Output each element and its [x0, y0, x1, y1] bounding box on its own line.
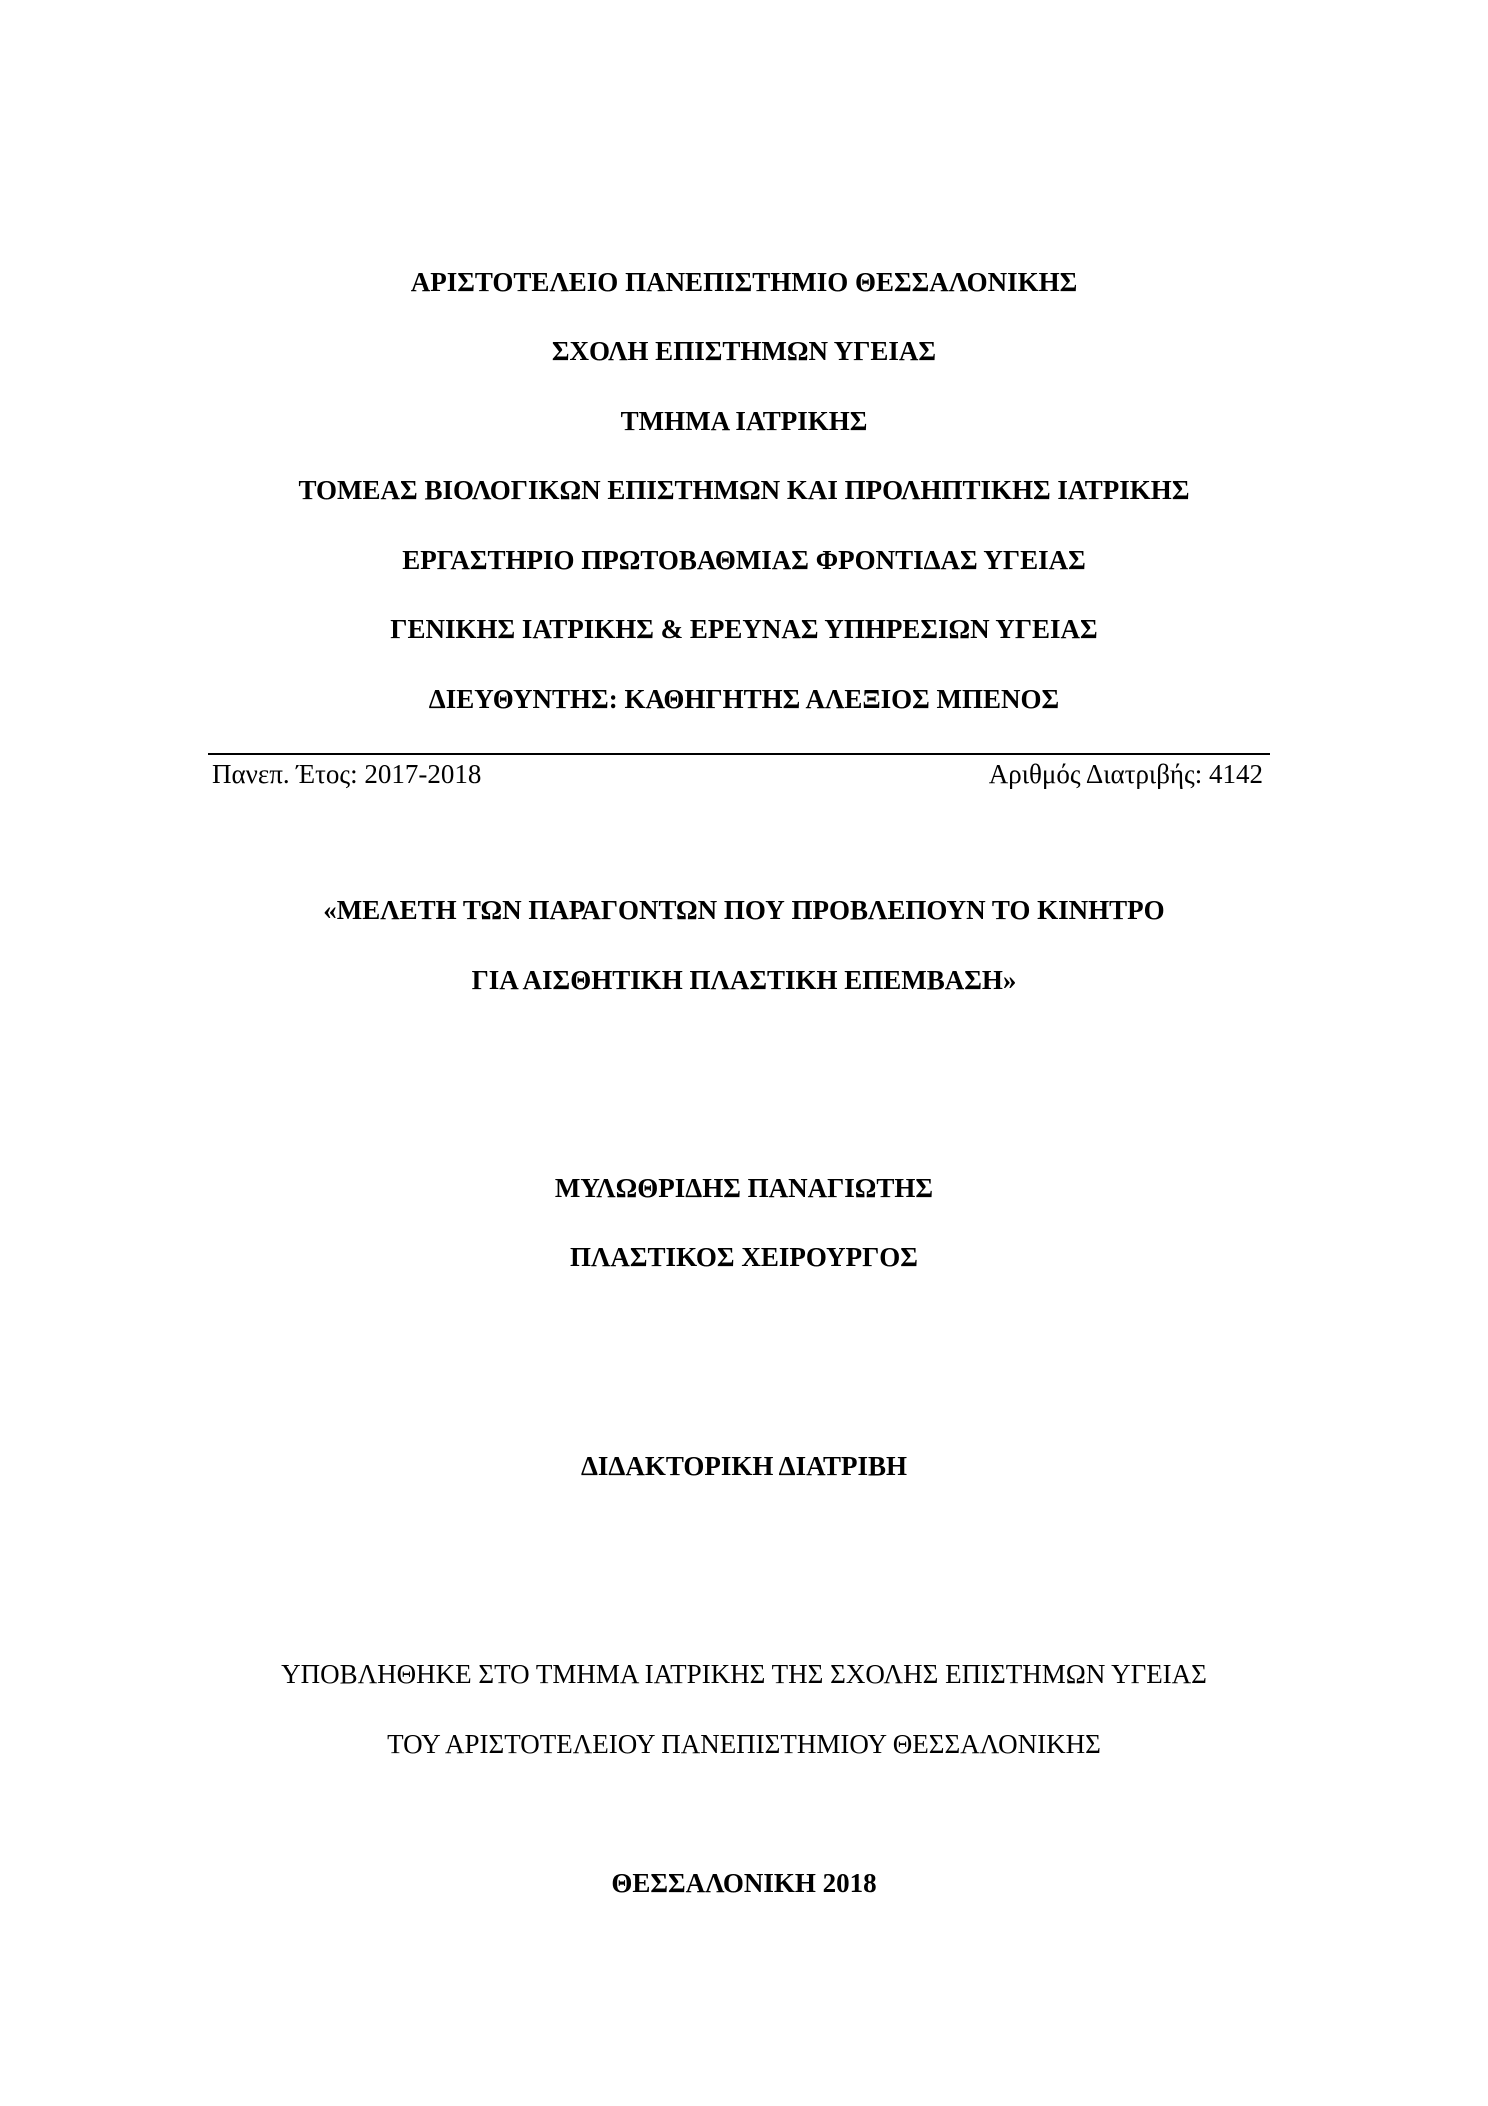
director-line: ΔΙΕΥΘΥΝΤΗΣ: ΚΑΘΗΓΗΤΗΣ ΑΛΕΞΙΟΣ ΜΠΕΝΟΣ — [428, 684, 1060, 714]
department-name: ΤΜΗΜΑ ΙΑΤΡΙΚΗΣ — [620, 406, 868, 436]
laboratory-name-continued: ΓΕΝΙΚΗΣ ΙΑΤΡΙΚΗΣ & ΕΡΕΥΝΑΣ ΥΠΗΡΕΣΙΩΝ ΥΓΕΙΑΣ — [390, 614, 1098, 644]
thesis-number: Αριθμός Διατριβής: 4142 — [988, 759, 1263, 789]
academic-year: Πανεπ. Έτος: 2017-2018 — [212, 759, 482, 789]
school-name: ΣΧΟΛΗ ΕΠΙΣΤΗΜΩΝ ΥΓΕΙΑΣ — [551, 336, 937, 366]
thesis-title-line-2: ΓΙΑ ΑΙΣΘΗΤΙΚΗ ΠΛΑΣΤΙΚΗ ΕΠΕΜΒΑΣΗ» — [471, 965, 1017, 995]
sector-name: ΤΟΜΕΑΣ ΒΙΟΛΟΓΙΚΩΝ ΕΠΙΣΤΗΜΩΝ ΚΑΙ ΠΡΟΛΗΠΤΙΚΗΣ ΙΑΤΡΙΚΗΣ — [298, 475, 1190, 505]
university-name: ΑΡΙΣΤΟΤΕΛΕΙΟ ΠΑΝΕΠΙΣΤΗΜΙΟ ΘΕΣΣΑΛΟΝΙΚΗΣ — [410, 267, 1078, 297]
laboratory-name: ΕΡΓΑΣΤΗΡΙΟ ΠΡΩΤΟΒΑΘΜΙΑΣ ΦΡΟΝΤΙΔΑΣ ΥΓΕΙΑΣ — [402, 545, 1086, 575]
document-type: ΔΙΔΑΚΤΟΡΙΚΗ ΔΙΑΤΡΙΒΗ — [581, 1451, 907, 1481]
submission-line-2: ΤΟΥ ΑΡΙΣΤΟΤΕΛΕΙΟΥ ΠΑΝΕΠΙΣΤΗΜΙΟΥ ΘΕΣΣΑΛΟΝΙΚΗΣ — [387, 1729, 1101, 1759]
thesis-title-line-1: «ΜΕΛΕΤΗ ΤΩΝ ΠΑΡΑΓΟΝΤΩΝ ΠΟΥ ΠΡΟΒΛΕΠΟΥΝ ΤΟ ΚΙΝΗΤΡΟ — [323, 895, 1165, 925]
place-and-year: ΘΕΣΣΑΛΟΝΙΚΗ 2018 — [611, 1868, 877, 1898]
header-divider — [208, 753, 1270, 755]
author-profession: ΠΛΑΣΤΙΚΟΣ ΧΕΙΡΟΥΡΓΟΣ — [570, 1242, 918, 1272]
submission-line-1: ΥΠΟΒΛΗΘΗΚΕ ΣΤΟ ΤΜΗΜΑ ΙΑΤΡΙΚΗΣ ΤΗΣ ΣΧΟΛΗΣ ΕΠΙΣΤΗΜΩΝ ΥΓΕΙΑΣ — [281, 1659, 1207, 1689]
author-name: ΜΥΛΩΘΡΙΔΗΣ ΠΑΝΑΓΙΩΤΗΣ — [554, 1173, 934, 1203]
